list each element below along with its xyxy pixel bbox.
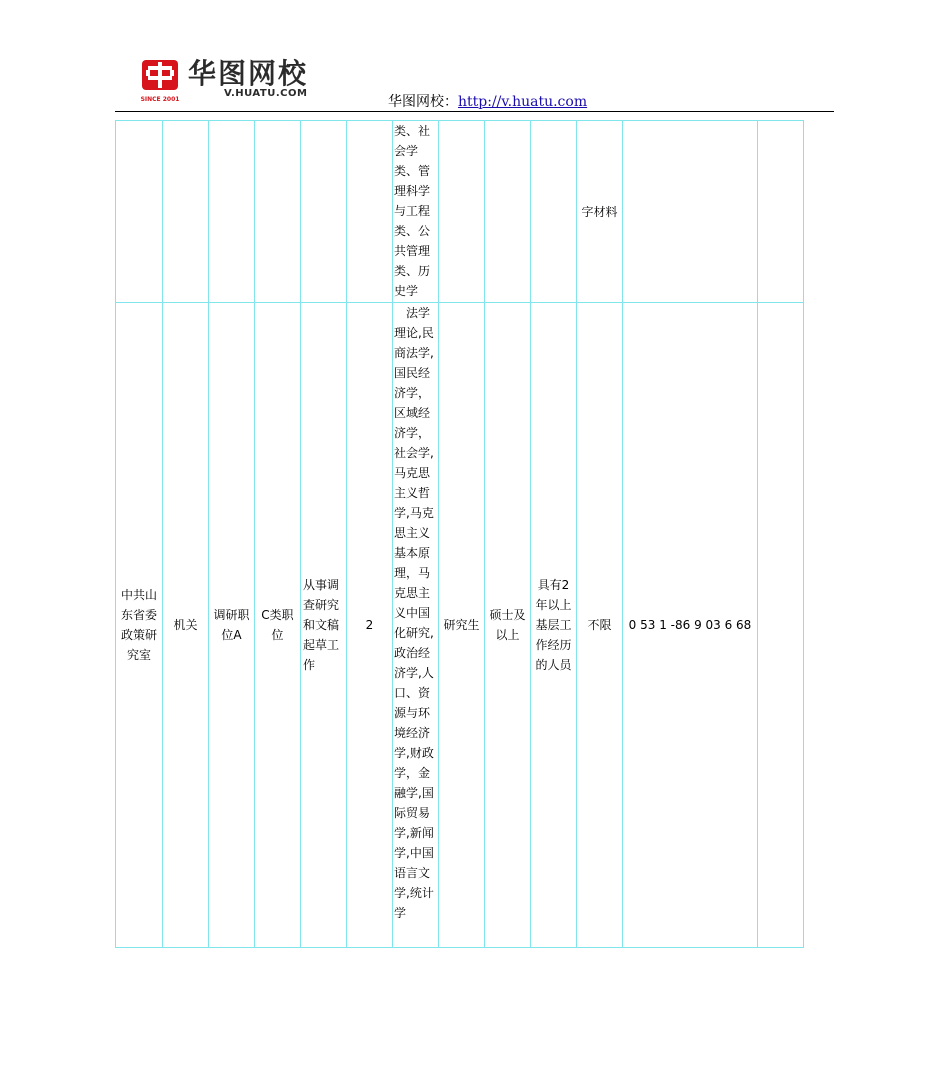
cell-major: 法学理论,民商法学,国民经济学，区域经济学，社会学,马克思主义哲学,马克思主义基本原理，马克思主义中国化研究,政治经济学,人口、资源与环境经济学,财政学，金融学,国际贸易学,新闻学,中国语言文学,统计学 <box>393 303 439 948</box>
header-divider <box>115 111 834 112</box>
cell-duty: 从事调查研究和文稿起草工作 <box>301 303 347 948</box>
cell-notes: 不限 <box>577 303 623 948</box>
cell-unit: 中共山东省委政策研究室 <box>116 303 163 948</box>
huatu-logo <box>140 58 330 106</box>
table-row <box>116 303 804 948</box>
huatu-logo-icon <box>140 58 180 104</box>
cell-extra <box>758 121 804 303</box>
cell-unit-type: 机关 <box>163 303 209 948</box>
cell-position-class <box>255 121 301 303</box>
cell-phone: 0 53 1 -86 9 03 6 68 <box>623 303 758 948</box>
cell-education: 研究生 <box>439 303 485 948</box>
cell-count: 2 <box>347 303 393 948</box>
cell-education <box>439 121 485 303</box>
cell-unit <box>116 121 163 303</box>
cell-major: 类、社会学类、管理科学与工程类、公共管理类、历史学 <box>393 121 439 303</box>
cell-duty <box>301 121 347 303</box>
cell-other <box>531 121 577 303</box>
cell-position <box>209 121 255 303</box>
job-table <box>115 120 804 948</box>
cell-extra <box>758 303 804 948</box>
cell-position: 调研职位A <box>209 303 255 948</box>
site-link[interactable]: http://v.huatu.com <box>458 94 588 110</box>
logo-since-text: SINCE 2001 <box>140 96 180 103</box>
logo-url-text: V.HUATU.COM <box>224 88 308 99</box>
cell-unit-type <box>163 121 209 303</box>
cell-count <box>347 121 393 303</box>
site-header-line <box>388 91 587 111</box>
table-row <box>116 121 804 303</box>
cell-phone <box>623 121 758 303</box>
site-label: 华图网校： <box>388 94 458 110</box>
logo-brand-name: 华图网校 <box>188 57 309 90</box>
cell-position-class: C类职位 <box>255 303 301 948</box>
cell-notes: 字材料 <box>577 121 623 303</box>
cell-degree: 硕士及以上 <box>485 303 531 948</box>
cell-degree <box>485 121 531 303</box>
cell-other: 具有2年以上基层工作经历的人员 <box>531 303 577 948</box>
